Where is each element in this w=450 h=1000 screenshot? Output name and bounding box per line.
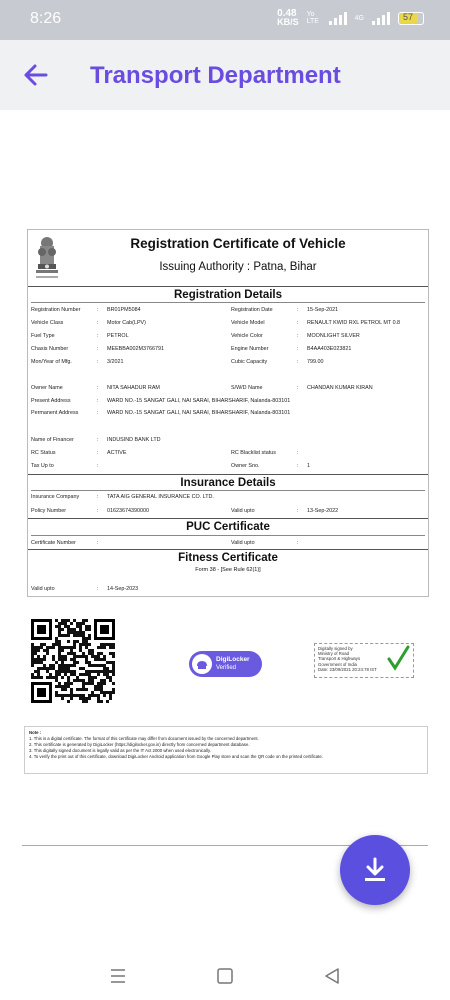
digilocker-icon <box>192 654 212 674</box>
status-time: 8:26 <box>30 10 62 27</box>
net-type-label: Yo LTE <box>306 11 319 25</box>
registration-detail-row <box>31 333 425 341</box>
system-back-button[interactable] <box>320 964 344 988</box>
digital-signature <box>314 643 414 678</box>
colon: : <box>97 320 99 326</box>
detail-value: 15-Sep-2021 <box>307 307 339 313</box>
menu-lines-icon <box>106 964 130 988</box>
download-icon <box>363 857 387 883</box>
owner-name: NITA SAHADUR RAM <box>107 385 160 391</box>
detail-value: 3/2021 <box>107 359 124 365</box>
verified-label: Verified <box>216 665 237 671</box>
detail-label: Vehicle Color <box>231 333 263 339</box>
detail-value: 799.00 <box>307 359 324 365</box>
battery-icon <box>398 12 424 25</box>
swd-name: CHANDAN KUMAR KIRAN <box>307 385 373 391</box>
signature-line: Government of India <box>318 661 357 667</box>
registration-detail-row <box>31 359 425 367</box>
divider <box>31 302 425 303</box>
colon: : <box>297 333 299 339</box>
rc-status: ACTIVE <box>107 450 127 456</box>
download-button[interactable] <box>340 835 410 905</box>
detail-value: Motor Cab(LPV) <box>107 320 146 326</box>
net-type-label-2: 4G <box>354 14 364 22</box>
detail-value: MOONLIGHT SILVER <box>307 333 360 339</box>
signature-line: Transport & Highways <box>318 656 361 662</box>
note-box <box>24 726 428 774</box>
colon: : <box>97 346 99 352</box>
system-nav-bar <box>0 952 450 1000</box>
triangle-back-icon <box>320 964 344 988</box>
fitness-row: Valid upto : 14-Sep-2023 <box>31 586 139 592</box>
tax-row: Tax Up to : Owner Sno. : 1 <box>31 463 310 469</box>
colon: : <box>97 359 99 365</box>
colon: : <box>297 346 299 352</box>
note-title: Note : <box>29 730 42 735</box>
divider <box>31 535 425 536</box>
qr-code-icon <box>31 619 115 703</box>
signal-icon-2 <box>372 11 390 25</box>
policy-row: Policy Number : 01623674390000 Valid upto : 13-Sep-2022 <box>31 508 339 514</box>
back-button[interactable] <box>22 60 48 90</box>
detail-value: B4AA403E023821 <box>307 346 352 352</box>
detail-label: Registration Date <box>231 307 273 313</box>
detail-label: Registration Number <box>31 307 81 313</box>
permanent-address-row: Permanent Address : WARD NO.-15 SANGAT GALI, NAI SARAI, BIHARSHARIF, Nalanda-803101 <box>31 410 291 416</box>
financer: INDUSIND BANK LTD <box>107 437 161 443</box>
issuing-authority: Issuing Authority : Patna, Bihar <box>159 261 317 273</box>
detail-value: MEEBBA002M3766791 <box>107 346 164 352</box>
square-home-icon <box>213 964 237 988</box>
signature-line: Ministry of Road <box>318 651 350 657</box>
certificate-title: Registration Certificate of Vehicle <box>130 236 346 251</box>
colon: : <box>297 320 299 326</box>
divider <box>31 490 425 491</box>
home-button[interactable] <box>213 964 237 988</box>
signature-line: Date: 23/09/2021 20:24:78 IST <box>318 666 377 672</box>
app-bar <box>0 40 450 110</box>
fitness-valid-upto: 14-Sep-2023 <box>107 586 139 592</box>
puc-row: Certificate Number : Valid upto : <box>31 540 299 546</box>
note-item: 4. To verify the print out of this certificate, download DigiLocker Android application from Google Play store and scan the QR code on the printed certificate. <box>29 754 323 759</box>
insurance-company-row: Insurance Company : TATA AIG GENERAL INSURANCE CO. LTD. <box>31 494 214 500</box>
note-item: 3. This digitally signed document is legally valid as per the IT Act 2000 when used electronically. <box>29 748 212 753</box>
insurance-details-heading: Insurance Details <box>28 474 428 489</box>
net-speed-unit: KB/S <box>277 17 299 27</box>
status-bar <box>0 0 450 40</box>
signature-text <box>318 646 384 672</box>
detail-label: Mon/Year of Mfg. <box>31 359 72 365</box>
note-item: 1. This is a digital certificate. The format of this certificate may differ from document issued by the concerned department. <box>29 736 259 741</box>
present-address: WARD NO.-15 SANGAT GALI, NAI SARAI, BIHARSHARIF, Nalanda-803101 <box>107 398 291 404</box>
detail-value: RENAULT KWID RXL PETROL MT 0.8 <box>307 320 401 326</box>
rc-status-row: RC Status : ACTIVE RC Blacklist status : <box>31 450 299 456</box>
colon: : <box>97 333 99 339</box>
owner-row: Owner Name : NITA SAHADUR RAM S/W/D Name : CHANDAN KUMAR KIRAN <box>31 385 373 391</box>
checkmark-icon <box>386 644 410 672</box>
signature-line: Digitally signed by <box>318 646 353 651</box>
digilocker-verified-badge[interactable] <box>189 651 262 677</box>
colon: : <box>297 307 299 313</box>
note-item: 2. This certificate is generated by DigiLocker (https://digilocker.gov.in) directly from concerned department database. <box>29 742 250 747</box>
detail-value: BR01PM5084 <box>107 307 141 313</box>
registration-certificate <box>27 229 429 597</box>
fitness-certificate-heading: Fitness Certificate <box>28 549 428 564</box>
puc-certificate-heading: PUC Certificate <box>28 518 428 533</box>
registration-details-heading: Registration Details <box>28 286 428 301</box>
policy-number: 01623674390000 <box>107 508 149 514</box>
colon: : <box>97 307 99 313</box>
registration-detail-row <box>31 320 425 328</box>
detail-label: Engine Number <box>231 346 269 352</box>
registration-detail-row <box>31 307 425 315</box>
recents-button[interactable] <box>106 964 130 988</box>
detail-label: Fuel Type <box>31 333 55 339</box>
net-speed <box>277 10 299 26</box>
fitness-form-text: Form 38 - [See Rule 62(1)] <box>195 567 261 573</box>
financer-row: Name of Financer : INDUSIND BANK LTD <box>31 437 161 443</box>
owner-sno: 1 <box>307 463 310 469</box>
battery-level: 57 <box>403 11 414 22</box>
detail-label: Cubic Capacity <box>231 359 268 365</box>
detail-value: PETROL <box>107 333 129 339</box>
detail-label: Vehicle Class <box>31 320 64 326</box>
registration-detail-row <box>31 346 425 354</box>
arrow-left-icon <box>22 60 48 90</box>
detail-label: Vehicle Model <box>231 320 265 326</box>
page-title: Transport Department <box>90 62 341 89</box>
present-address-row: Present Address : WARD NO.-15 SANGAT GALI, NAI SARAI, BIHARSHARIF, Nalanda-803101 <box>31 398 291 404</box>
status-icons <box>277 10 424 26</box>
insurance-company: TATA AIG GENERAL INSURANCE CO. LTD. <box>107 494 214 500</box>
digilocker-label: DigiLocker <box>216 656 250 663</box>
signal-icon <box>329 11 347 25</box>
net-speed-value: 0.48 <box>277 8 297 19</box>
detail-label: Chasis Number <box>31 346 69 352</box>
permanent-address: WARD NO.-15 SANGAT GALI, NAI SARAI, BIHARSHARIF, Nalanda-803101 <box>107 410 291 416</box>
insurance-valid-upto: 13-Sep-2022 <box>307 508 339 514</box>
colon: : <box>297 359 299 365</box>
